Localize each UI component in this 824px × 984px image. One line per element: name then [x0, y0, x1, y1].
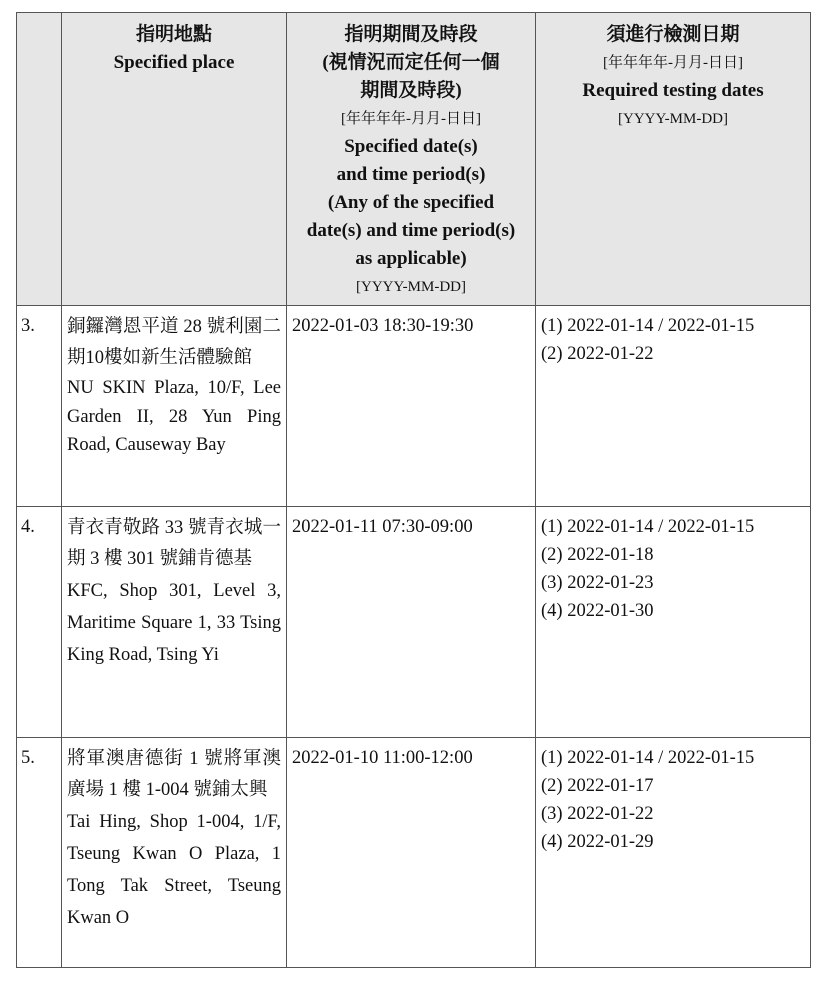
testing-date: (1) 2022-01-14 / 2022-01-15: [541, 316, 755, 336]
row-number: 3.: [17, 306, 62, 507]
period-cell: 2022-01-10 11:00-12:00: [287, 738, 536, 968]
header-period-zh-2: (視情況而定任何一個: [322, 52, 500, 73]
testing-date: (3) 2022-01-22: [541, 804, 654, 824]
testing-date: (2) 2022-01-18: [541, 545, 654, 565]
specified-places-table: [16, 12, 811, 968]
table-row: [17, 507, 811, 738]
header-number-cell: [17, 13, 62, 306]
header-period-en-5: as applicable): [355, 248, 467, 269]
header-period-format-zh: [年年年年-月月-日日]: [341, 111, 481, 127]
row-number: 5.: [17, 738, 62, 968]
place-zh: 將軍澳唐德街 1 號將軍澳廣場 1 樓 1-004 號鋪太興: [67, 749, 281, 800]
header-testing-format-zh: [年年年年-月月-日日]: [603, 55, 743, 71]
header-testing-format-en: [YYYY-MM-DD]: [618, 111, 728, 127]
testing-date: (4) 2022-01-29: [541, 832, 654, 852]
place-en: NU SKIN Plaza, 10/F, Lee Garden II, 28 Yun Ping Road, Causeway Bay: [67, 378, 281, 455]
testing-date: (1) 2022-01-14 / 2022-01-15: [541, 748, 755, 768]
header-place-en: Specified place: [113, 52, 235, 73]
place-en: Tai Hing, Shop 1-004, 1/F, Tseung Kwan O Plaza, 1 Tong Tak Street, Tseung Kwan O: [67, 812, 281, 928]
header-period-en-4: date(s) and time period(s): [306, 220, 516, 241]
header-period-en-2: and time period(s): [336, 164, 486, 185]
testing-date: (3) 2022-01-23: [541, 573, 654, 593]
header-period-en-1: Specified date(s): [344, 136, 478, 157]
header-testing-zh: 須進行檢測日期: [606, 24, 740, 45]
header-period-cell: [287, 13, 536, 306]
place-zh: 青衣青敬路 33 號青衣城一期 3 樓 301 號鋪肯德基: [67, 518, 281, 569]
testing-date: (2) 2022-01-22: [541, 344, 654, 364]
table-row: [17, 306, 811, 507]
header-place-zh: 指明地點: [135, 24, 212, 45]
table-row: [17, 738, 811, 968]
header-place-cell: [62, 13, 287, 306]
header-testing-en: Required testing dates: [582, 80, 764, 101]
place-cell: [62, 738, 287, 968]
place-zh: 銅鑼灣恩平道 28 號利園二期10樓如新生活體驗館: [67, 317, 281, 368]
testing-date: (4) 2022-01-30: [541, 601, 654, 621]
testing-date: (2) 2022-01-17: [541, 776, 654, 796]
header-period-en-3: (Any of the specified: [327, 192, 495, 213]
header-period-zh-1: 指明期間及時段: [344, 24, 478, 45]
period-cell: 2022-01-03 18:30-19:30: [287, 306, 536, 507]
header-period-format-en: [YYYY-MM-DD]: [356, 279, 466, 295]
testing-date: (1) 2022-01-14 / 2022-01-15: [541, 517, 755, 537]
period-cell: 2022-01-11 07:30-09:00: [287, 507, 536, 738]
row-number: 4.: [17, 507, 62, 738]
testing-dates-cell: [536, 306, 811, 507]
header-period-zh-3: 期間及時段): [360, 80, 462, 101]
header-testing-cell: [536, 13, 811, 306]
testing-dates-cell: [536, 507, 811, 738]
testing-dates-cell: [536, 738, 811, 968]
place-en: KFC, Shop 301, Level 3, Maritime Square 1, 33 Tsing King Road, Tsing Yi: [67, 581, 281, 665]
header-row: [17, 13, 811, 306]
place-cell: [62, 306, 287, 507]
place-cell: [62, 507, 287, 738]
